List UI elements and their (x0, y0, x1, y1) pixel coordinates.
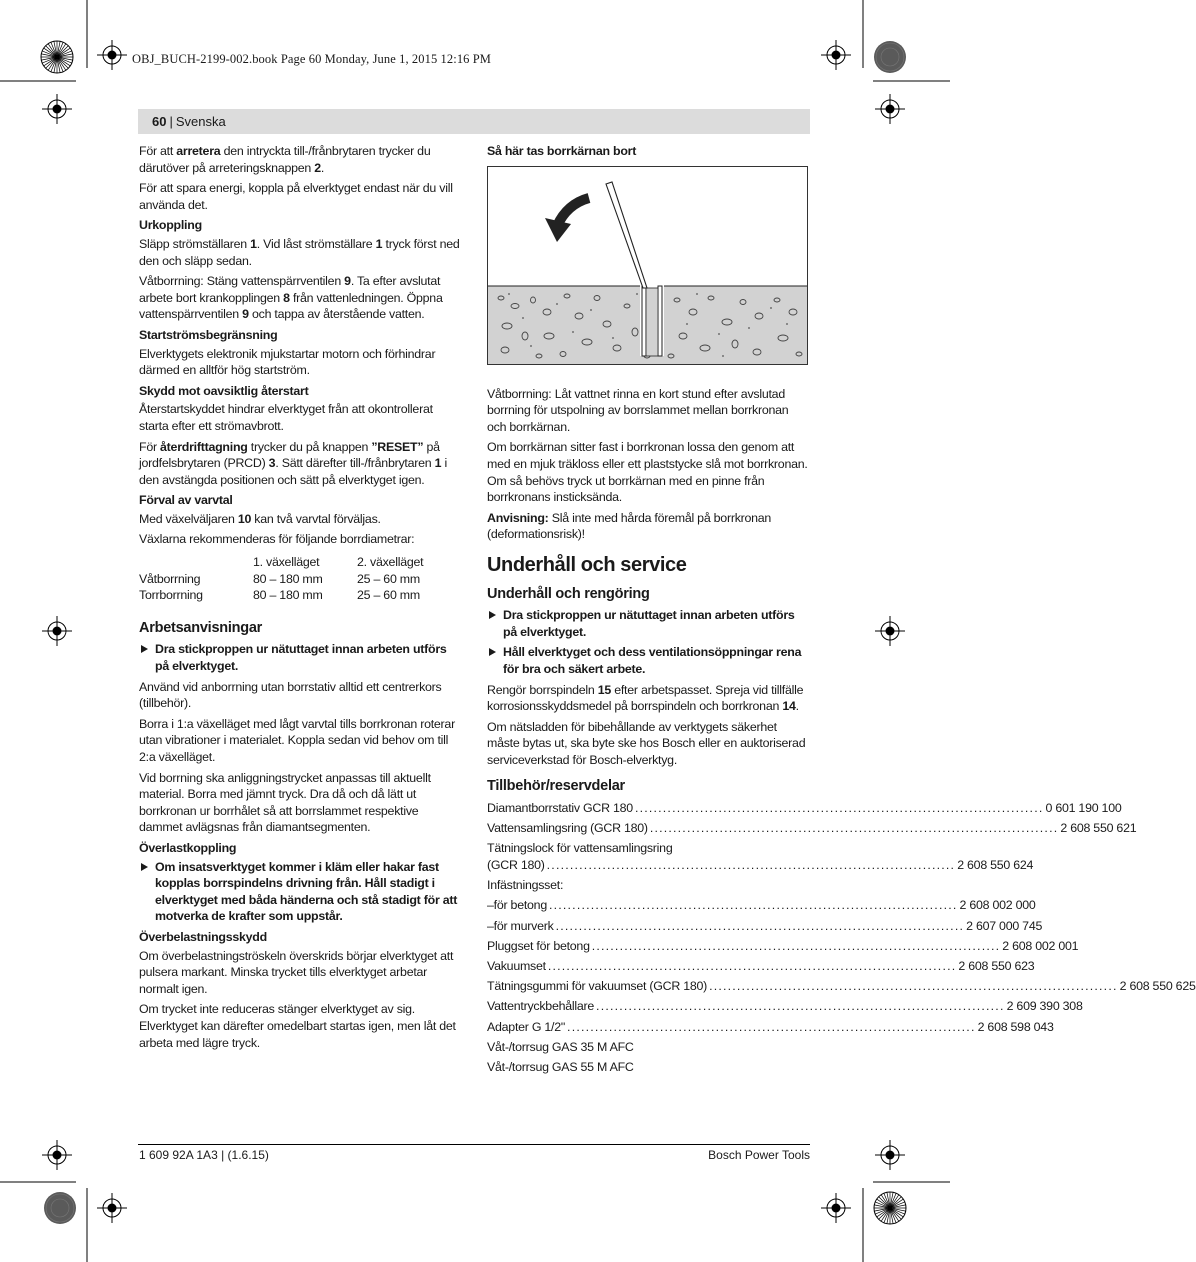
page-number: 60 (152, 114, 167, 129)
paragraph-reset: För återdrifttagning trycker du på knappen ”RESET” på jordfelsbrytaren (PRCD) 3. Sätt därefter till-/frånbrytaren 1 i den avstängda positionen och sätt på elverktyget igen. (139, 439, 447, 487)
triangle-bullet-icon (141, 645, 148, 653)
accessory-part-number: 2 609 390 308 (1006, 999, 1083, 1014)
accessory-name (487, 800, 633, 817)
accessory-name-text: Vakuumset (487, 958, 546, 973)
paragraph-overbelastning: Om överbelastningströskeln överskrids börjar elverktyget att pulsera markant. Minska trycket tills elverktyget arbetar normalt igen. (139, 948, 454, 996)
accessory-item (487, 897, 1036, 914)
leader-dots: ........................................................................................ (547, 958, 957, 973)
heading-arbetsanvisningar: Arbetsanvisningar (139, 619, 263, 636)
accessory-item (487, 820, 1137, 837)
paragraph-startstrom: Elverktygets elektronik mjukstartar motorn och förhindrar därmed en alltför hög startström. (139, 346, 436, 378)
accessory-item (487, 918, 1043, 935)
heading-borrkarnan: Så här tas borrkärnan bort (487, 144, 637, 158)
accessory-item (487, 958, 1035, 975)
accessory-name-text: för murverk (493, 918, 554, 933)
paragraph-borra: Borra i 1:a växelläget med lågt varvtal tills borrkronan roterar utan vibrationer i materialet. Koppla sedan vid behov om till 2:a växelläget. (139, 716, 455, 764)
accessory-part-number: 2 608 550 621 (1060, 821, 1137, 836)
accessory-name (487, 857, 545, 874)
paragraph-arretera: För att arretera den intryckta till-/frånbrytaren trycker du därutöver på arreteringsknappen 2. (139, 144, 431, 175)
accessory-dash: – (487, 898, 494, 913)
accessory-item: Våt-/torrsug GAS 55 M AFC (487, 1059, 634, 1074)
footer-rule (138, 1144, 810, 1145)
leader-dots: ........................................................................................ (596, 999, 1005, 1014)
page-language: Svenska (175, 114, 226, 129)
paragraph-centrerkors: Använd vid anborrning utan borrstativ alltid ett centrerkors (tillbehör). (139, 679, 442, 711)
table-row: Torrborrning 80 – 180 mm 25 – 60 mm (139, 588, 420, 603)
heading-overlastkoppling: Överlastkoppling (139, 840, 237, 855)
header-separator: | (169, 114, 173, 129)
triangle-bullet-icon (141, 863, 148, 871)
heading-tillbehor: Tillbehör/reservdelar (487, 778, 625, 795)
heading-underhall-service: Underhåll och service (487, 553, 687, 576)
accessory-item (487, 800, 1122, 817)
print-header-info: OBJ_BUCH-2199-002.book Page 60 Monday, June 1, 2015 12:16 PM (132, 52, 492, 66)
speed-table (139, 554, 423, 604)
paragraph-vatborrning: Våtborrning: Stäng vattenspärrventilen 9. Ta efter avslutat arbete bort krankopplingen 8 från vattenledningen. Öppna vattenspärrventilen 9 och tappa av återstående vatten. (139, 274, 443, 322)
page-header-bar (138, 109, 810, 134)
accessory-name-text: Diamantborrstativ GCR 180 (487, 801, 633, 816)
warning-bullet: Dra stickproppen ur nätuttaget innan arbeten utförs på elverktyget. (487, 607, 810, 640)
leader-dots: ........................................................................................ (591, 938, 1001, 953)
accessory-name (487, 958, 546, 975)
paragraph-save-energy: För att spara energi, koppla på elverktyget endast när du vill använda det. (139, 181, 453, 212)
accessory-item (487, 978, 1196, 995)
heading-underhall-rengoring: Underhåll och rengöring (487, 585, 650, 602)
core-removal-illustration (487, 166, 809, 366)
accessory-part-number: 2 608 550 623 (958, 958, 1035, 973)
paragraph-borrkarnan-fast: Om borrkärnan sitter fast i borrkronan lossa den genom att med en mjuk träkloss eller ett plaststycke slå mot borrkronan. Om så behövs tryck ut borrkärnan med en pinne från borrkronans insticksända. (487, 440, 808, 505)
accessory-name-text: Tätningsgummi för vakuumset (GCR 180) (487, 979, 708, 994)
accessory-item (487, 1019, 1054, 1036)
accessories-list (487, 800, 1196, 1075)
paragraph-trycket: Om trycket inte reduceras stänger elverktyget av sig. Elverktyget kan därefter omedelbart startas igen, men låt det arbeta med lägre tryck. (139, 1002, 456, 1050)
accessory-part-number: 2 608 002 001 (1002, 938, 1079, 953)
leader-dots: ........................................................................................ (709, 979, 1118, 994)
leader-dots: ........................................................................................ (649, 821, 1059, 836)
core-removal-figure (487, 166, 809, 366)
accessory-part-number: 2 608 002 000 (959, 898, 1036, 913)
leader-dots: ........................................................................................ (634, 801, 1044, 816)
accessory-name (487, 897, 547, 914)
triangle-bullet-icon (489, 648, 496, 656)
accessory-part-number: 2 608 550 624 (957, 858, 1034, 873)
footer-document-id: 1 609 92A 1A3 | (1.6.15) (139, 1148, 269, 1162)
accessory-name (487, 820, 648, 837)
left-column (139, 143, 461, 1055)
leader-dots: ........................................................................................ (548, 898, 958, 913)
heading-skydd: Skydd mot oavsiktlig återstart (139, 383, 309, 398)
table-row: 1. växelläget 2. växelläget (253, 555, 424, 570)
paragraph-natsladd: Om nätsladden för bibehållande av verktygets säkerhet måste bytas ut, ska byte ske hos Bosch eller en auktoriserad serviceverkstad för Bosch-elverktyg. (487, 719, 806, 767)
right-column (487, 143, 1196, 1079)
accessory-name-text: (GCR 180) (487, 858, 545, 873)
accessory-name (487, 1019, 565, 1036)
warning-bullet: Dra stickproppen ur nätuttaget innan arbeten utförs på elverktyget. (139, 641, 461, 674)
accessory-item: Våt-/torrsug GAS 35 M AFC (487, 1039, 634, 1054)
accessory-item-label: Tätningslock för vattensamlingsring (487, 841, 673, 856)
accessory-name (487, 918, 554, 935)
paragraph-anliggningstryck: Vid borrning ska anliggningstrycket anpassas till aktuellt material. Borra med jämnt tryck. Dra då och då lätt ut borrkronan ur borrhålet så att borrslammet respektive dammet avlägsnas från diamantsegmenten. (139, 770, 431, 835)
paragraph-rekommenderas: Växlarna rekommenderas för följande borrdiametrar: (139, 532, 415, 547)
warning-bullet: Om insatsverktyget kommer i kläm eller hakar fast kopplas borrspindelns drivning från. Håll stadigt i elverktyget med båda händerna och stå stadigt för att motverka de krafter som uppstår. (139, 859, 461, 925)
accessory-item (487, 938, 1079, 955)
accessory-item (487, 857, 1034, 874)
table-row: Våtborrning 80 – 180 mm 25 – 60 mm (139, 571, 420, 586)
warning-bullet: Håll elverktyget och dess ventilationsöppningar rena för bra och säkert arbete. (487, 644, 810, 677)
accessory-part-number: 2 608 598 043 (977, 1019, 1054, 1034)
paragraph-urkoppling: Släpp strömställaren 1. Vid låst strömställare 1 tryck först ned den och släpp sedan. (139, 236, 460, 268)
accessory-part-number: 0 601 190 100 (1045, 801, 1122, 816)
paragraph-anvisning: Anvisning: Slå inte med hårda föremål på borrkronan (deformationsrisk)! (487, 510, 772, 542)
accessory-name (487, 998, 594, 1015)
accessory-dash: – (487, 918, 494, 933)
accessory-name-text: Pluggset för betong (487, 938, 590, 953)
heading-forval: Förval av varvtal (139, 493, 233, 508)
accessory-name-text: för betong (493, 898, 547, 913)
accessory-item: Infästningsset: (487, 878, 564, 893)
paragraph-aterstartskydd: Återstartskyddet hindrar elverktyget från att okontrollerat starta efter ett strömavbrott. (139, 402, 433, 433)
accessory-part-number: 2 608 550 625 (1119, 979, 1196, 994)
accessory-part-number: 2 607 000 745 (966, 918, 1043, 933)
leader-dots: ........................................................................................ (567, 1019, 976, 1034)
accessory-name-text: Adapter G 1/2" (487, 1019, 566, 1034)
accessory-name (487, 978, 707, 995)
accessory-name-text: Vattensamlingsring (GCR 180) (487, 821, 648, 836)
paragraph-vatborrning-utspolning: Våtborrning: Låt vattnet rinna en kort stund efter avslutad borrning för utspolning av borrslammet mellan borrkronan och borrkärnan. (487, 386, 789, 434)
heading-overbelastningsskydd: Överbelastningsskydd (139, 929, 267, 944)
leader-dots: ........................................................................................ (546, 858, 956, 873)
heading-startstrom: Startströmsbegränsning (139, 327, 278, 342)
accessory-item (487, 998, 1083, 1015)
leader-dots: ........................................................................................ (555, 918, 965, 933)
paragraph-rengor: Rengör borrspindeln 15 efter arbetspasset. Spreja vid tillfälle korrosionsskyddsmedel på borrspindeln och borrkronan 14. (487, 682, 804, 714)
paragraph-vaxelvaljare: Med växelväljaren 10 kan två varvtal förväljas. (139, 511, 381, 526)
accessory-name (487, 938, 590, 955)
footer-brand: Bosch Power Tools (708, 1148, 810, 1162)
accessory-name-text: Vattentryckbehållare (487, 999, 595, 1014)
heading-urkoppling: Urkoppling (139, 218, 202, 233)
triangle-bullet-icon (489, 611, 496, 619)
